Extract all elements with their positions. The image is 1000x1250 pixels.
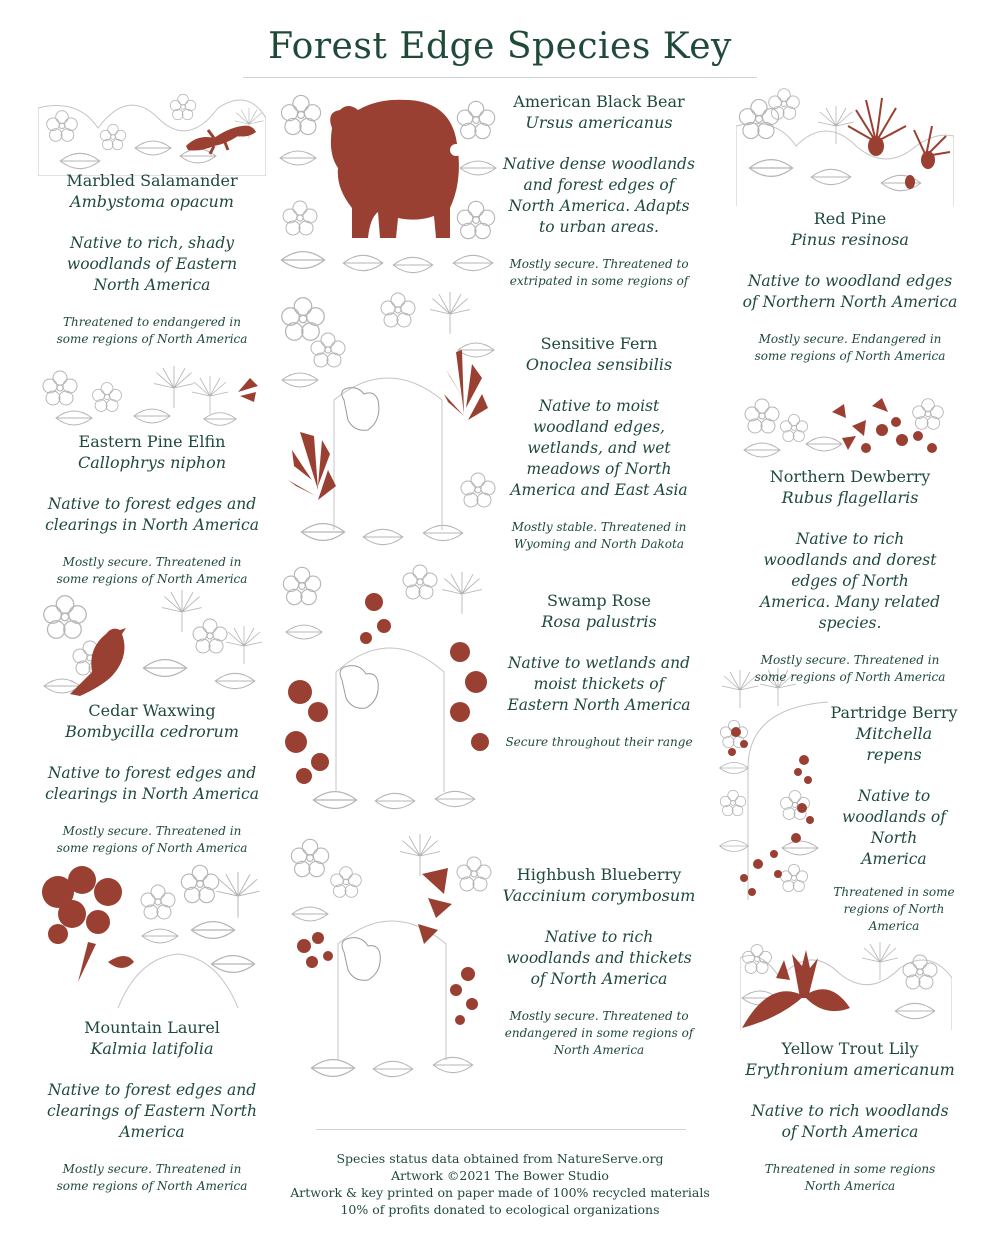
common-name: Northern Dewberry [769,467,931,486]
footer-line: Species status data obtained from NatureServe.org [336,1151,664,1166]
scientific-name: Callophrys niphon [77,453,227,472]
native-range: Native to forest edges and clearings of Eastern North America [47,1081,257,1141]
page-title: Forest Edge Species Key [268,26,732,67]
conservation-status: Threatened in some regions North America [764,1162,936,1193]
common-name: Eastern Pine Elfin [78,432,226,451]
pine-elfin-illustration [40,362,266,430]
footer-line: Artwork ©2021 The Bower Studio [391,1168,609,1183]
species-entry-partridge-berry [826,702,962,935]
footer-line: Artwork & key printed on paper made of 100% recycled materials [290,1185,710,1200]
species-entry-yellow-trout-lily [742,1038,958,1195]
common-name: Cedar Waxwing [88,701,216,720]
conservation-status: Mostly secure. Endangered in some regions of North America [754,332,946,363]
native-range: Native to rich woodlands and thickets of North America [506,928,692,988]
footer-divider [316,1129,686,1130]
native-range: Native to wetlands and moist thickets of Eastern North America [507,654,691,714]
conservation-status: Threatened in some regions of North America [833,885,955,933]
red-pine-illustration [736,86,954,206]
species-entry-highbush-blueberry [502,864,696,1059]
footer-credits [240,1150,760,1218]
scientific-name: Erythronium americanum [745,1060,955,1079]
common-name: Sensitive Fern [540,334,658,353]
conservation-status: Mostly secure. Threatened in some regions of North America [56,1162,248,1193]
common-name: Swamp Rose [546,591,652,610]
scientific-name: Mitchella repens [855,724,933,764]
salamander-illustration [38,88,266,176]
mountain-laurel-illustration [38,862,266,1008]
scientific-name: Kalmia latifolia [90,1039,214,1058]
scientific-name: Rubus flagellaris [781,488,919,507]
scientific-name: Pinus resinosa [791,230,909,249]
native-range: Native to rich woodlands of North America [751,1102,949,1141]
native-range: Native to woodlands of North America [842,787,946,868]
conservation-status: Secure throughout their range [505,735,693,749]
common-name: Highbush Blueberry [516,865,682,884]
conservation-status: Threatened to endangered in some regions of North America [56,315,248,346]
conservation-status: Mostly secure. Threatened in some regions of North America [56,555,248,586]
common-name: Mountain Laurel [84,1018,220,1037]
swamp-rose-illustration [280,562,502,818]
native-range: Native dense woodlands and forest edges of North America. Adapts to urban areas. [503,155,695,236]
conservation-status: Mostly secure. Threatened in some regions of North America [754,653,946,684]
species-entry-swamp-rose [502,590,696,751]
common-name: American Black Bear [513,92,685,111]
footer-line: 10% of profits donated to ecological organizations [340,1202,660,1217]
yellow-trout-lily-illustration [740,938,952,1030]
black-bear-illustration [278,88,502,278]
native-range: Native to forest edges and clearings in North America [45,495,259,534]
scientific-name: Bombycilla cedrorum [65,722,239,741]
common-name: Yellow Trout Lily [781,1039,919,1058]
conservation-status: Mostly secure. Threatened to endangered in some regions of North America [504,1009,694,1057]
scientific-name: Ambystoma opacum [70,192,234,211]
conservation-status: Mostly secure. Threatened to extripated in some regions of [509,257,689,288]
native-range: Native to woodland edges of Northern North America [742,272,958,311]
conservation-status: Mostly secure. Threatened in some regions of North America [56,824,248,855]
scientific-name: Vaccinium corymbosum [502,886,696,905]
common-name: Partridge Berry [830,703,958,722]
species-entry-eastern-pine-elfin [38,431,266,588]
common-name: Red Pine [813,209,887,228]
partridge-berry-illustration [718,668,828,900]
species-entry-mountain-laurel [38,1017,266,1195]
native-range: Native to rich, shady woodlands of Eastern North America [66,234,238,294]
northern-dewberry-illustration [742,392,954,462]
scientific-name: Rosa palustris [541,612,657,631]
common-name: Marbled Salamander [66,171,238,190]
species-entry-northern-dewberry [742,466,958,686]
sensitive-fern-illustration [278,290,502,552]
species-entry-cedar-waxwing [38,700,266,857]
species-entry-red-pine [742,208,958,365]
species-entry-marbled-salamander [38,170,266,348]
scientific-name: Ursus americanus [525,113,673,132]
native-range: Native to moist woodland edges, wetlands, and wet meadows of North America and East Asia [510,397,688,499]
scientific-name: Onoclea sensibilis [525,355,673,374]
native-range: Native to forest edges and clearings in North America [45,764,259,803]
species-entry-sensitive-fern [502,333,696,553]
native-range: Native to rich woodlands and dorest edges of North America. Many related species. [759,530,941,632]
species-entry-american-black-bear [502,91,696,290]
title-divider [243,77,757,78]
conservation-status: Mostly stable. Threatened in Wyoming and North Dakota [511,520,687,551]
highbush-blueberry-illustration [288,834,502,1084]
waxwing-illustration [40,586,266,698]
